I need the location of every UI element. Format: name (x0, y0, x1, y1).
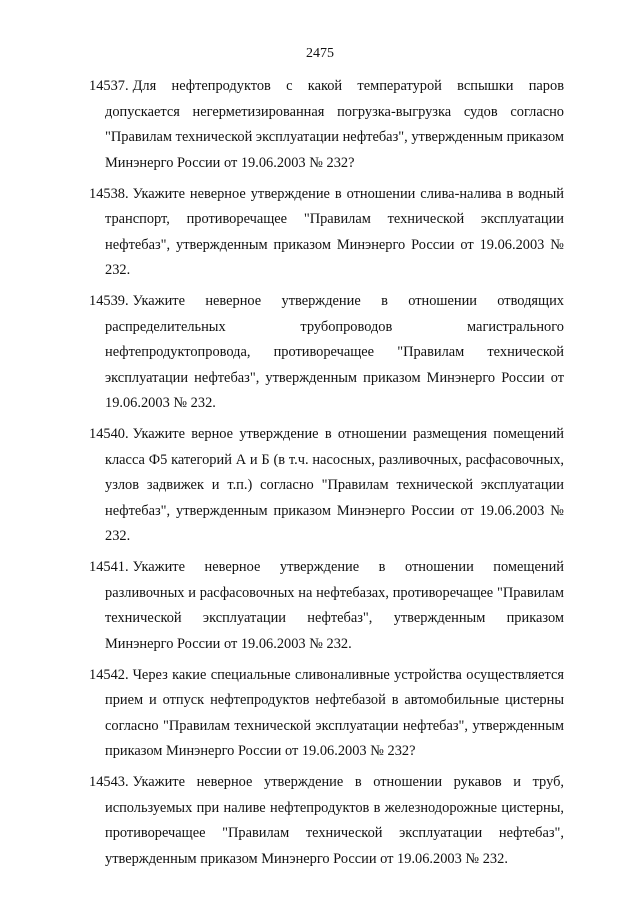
question-text: Укажите неверное утверждение в отношении рукавов и труб, используемых при наливе нефтепродуктов в железнодорожные цистерны, противоречащее "Правилам технической эксплуатации нефтебаз", утвержденным приказом Минэнерго России от 19.06.2003 № 232. (105, 774, 564, 867)
question-item (89, 74, 564, 176)
question-text: Укажите неверное утверждение в отношении слива-налива в водный транспорт, противоречащее "Правилам технической эксплуатации нефтебаз", утвержденным приказом Минэнерго России от 19.06.2003 № 232. (105, 185, 564, 278)
question-number: 14539. (89, 293, 129, 309)
question-number: 14540. (89, 426, 129, 442)
question-item (89, 770, 564, 872)
question-number: 14542. (89, 666, 129, 683)
question-item (89, 182, 564, 284)
question-text: Для нефтепродуктов с какой температурой вспышки паров допускается негерметизированная погрузка-выгрузка судов согласно "Правилам технической эксплуатации нефтебаз", утвержденным приказом Минэнерго России от 19.06.2003 № 232? (105, 78, 564, 171)
page-number: 2475 (306, 46, 334, 61)
question-text: Укажите верное утверждение в отношении размещения помещений класса Ф5 категорий А и Б (в т.ч. насосных, разливочных, расфасовочных, узлов задвижек и т.п.) согласно "Правилам технической эксплуатации нефтебаз", утвержденным приказом Минэнерго России от 19.06.2003 № 232. (105, 426, 564, 544)
question-item (89, 289, 564, 417)
question-text: Укажите неверное утверждение в отношении помещений разливочных и расфасовочных на нефтебазах, противоречащее "Правилам технической эксплуатации нефтебаз", утвержденным приказом Минэнерго России от 19.06.2003 № 232. (105, 559, 564, 652)
question-number: 14537. (89, 78, 129, 94)
question-item (89, 663, 564, 765)
question-number: 14541. (89, 559, 129, 575)
question-list (89, 74, 564, 878)
question-item (89, 422, 564, 550)
question-text: Через какие специальные сливоналивные устройства осуществляется прием и отпуск нефтепродуктов нефтебазой в автомобильные цистерны согласно "Правилам технической эксплуатации нефтебаз", утвержденным приказом Минэнерго России от 19.06.2003 № 232? (105, 666, 564, 759)
question-text: Укажите неверное утверждение в отношении отводящих распределительных трубопроводов магистрального нефтепродуктопровода, противоречащее "Правилам технической эксплуатации нефтебаз", утвержденным приказом Минэнерго России от 19.06.2003 № 232. (105, 293, 564, 411)
question-number: 14543. (89, 774, 129, 790)
question-number: 14538. (89, 185, 129, 202)
question-item (89, 555, 564, 657)
